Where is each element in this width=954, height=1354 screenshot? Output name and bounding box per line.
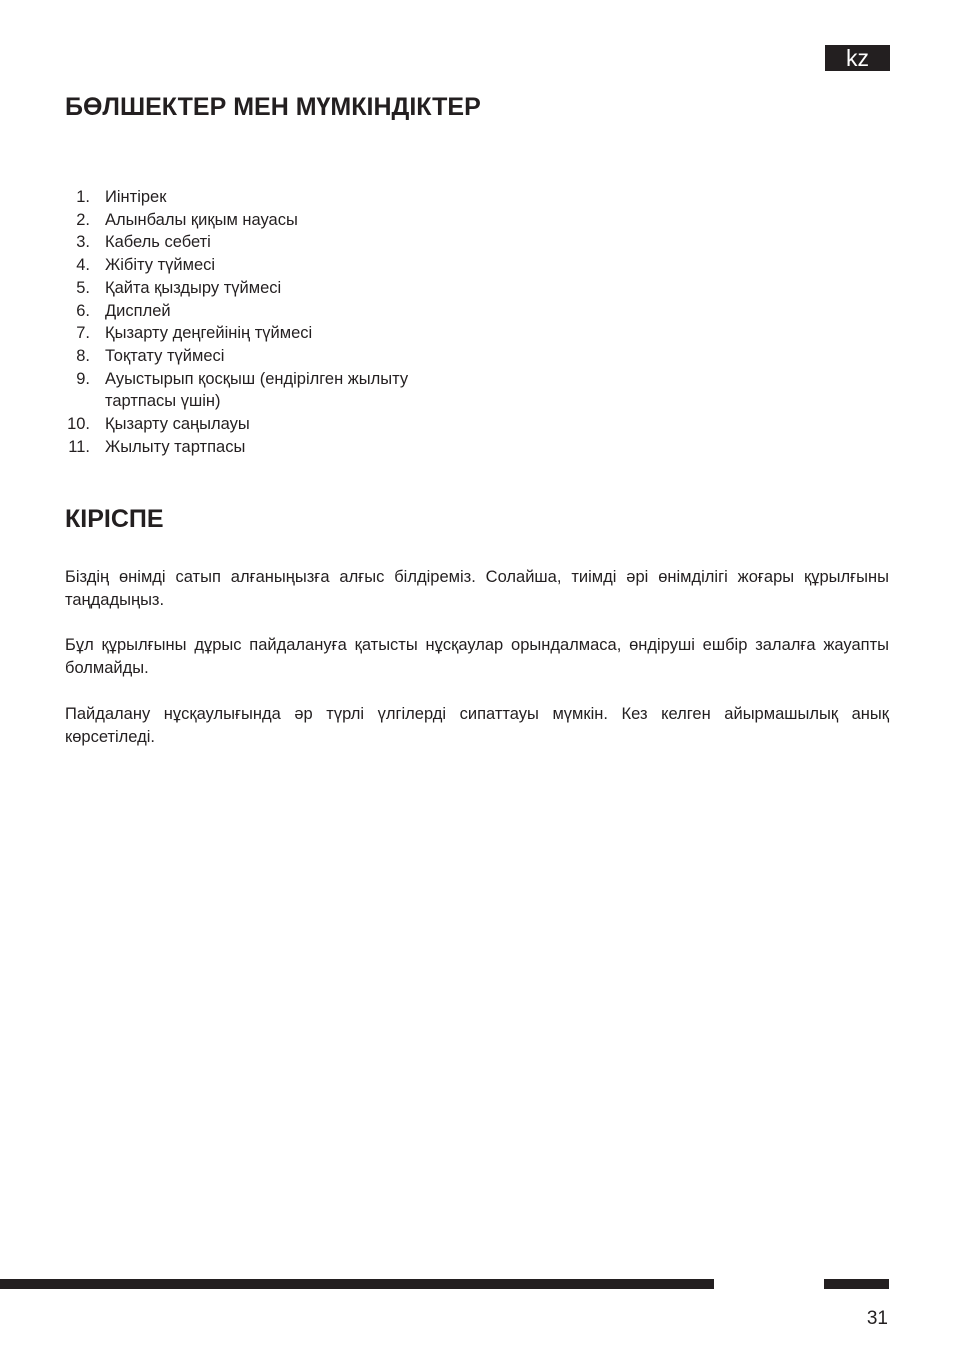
- list-item-text: Кабель себеті: [105, 233, 211, 252]
- list-item-number: 10.: [67, 415, 90, 434]
- list-item-number: 1.: [76, 188, 90, 206]
- list-item-number: 7.: [76, 324, 90, 343]
- list-item: [65, 322, 465, 345]
- parts-list: [65, 186, 465, 458]
- footer-rule-marker: [824, 1279, 889, 1289]
- list-item-text: Қызарту деңгейінің түймесі: [105, 324, 313, 343]
- list-item: [65, 436, 465, 459]
- intro-paragraph: Біздің өнімді сатып алғаныңызға алғыс білдіреміз. Солайша, тиімді әрі өнімділігі жоғары құрылғыны таңдадыңыз.: [65, 568, 889, 609]
- parts-section-title: БӨЛШЕКТЕР МЕН МҮМКІНДІКТЕР: [65, 93, 481, 121]
- list-item: [65, 345, 465, 368]
- list-item-text: Ауыстырып қосқыш (ендірілген жылыту тартпасы үшін): [105, 369, 409, 411]
- list-item: [65, 368, 465, 413]
- intro-paragraph: Пайдалану нұсқаулығында әр түрлі үлгілерді сипаттауы мүмкін. Кез келген айырмашылық анық көрсетіледі.: [65, 705, 889, 746]
- list-item-text: Жылыту тартпасы: [105, 437, 246, 456]
- list-item-number: 3.: [76, 233, 90, 252]
- list-item-number: 6.: [76, 301, 90, 320]
- page-number: 31: [866, 1308, 888, 1329]
- list-item: [65, 254, 465, 277]
- intro-section-title: КІРІСПЕ: [65, 505, 164, 533]
- list-item-text: Қайта қыздыру түймесі: [105, 278, 282, 297]
- list-item-number: 2.: [76, 210, 90, 229]
- list-item-number: 4.: [76, 256, 90, 275]
- footer-rule: [0, 1279, 714, 1289]
- list-item: [65, 300, 465, 323]
- list-item-text: Дисплей: [105, 301, 171, 320]
- list-item-text: Тоқтату түймесі: [105, 346, 225, 365]
- list-item: [65, 209, 465, 232]
- list-item-number: 11.: [68, 437, 90, 456]
- list-item-number: 5.: [76, 278, 90, 297]
- intro-paragraph: Бұл құрылғыны дұрыс пайдалануға қатысты нұсқаулар орындалмаса, өндіруші ешбір залалға жауапты болмайды.: [65, 636, 889, 677]
- list-item: [65, 186, 465, 209]
- list-item-number: 9.: [76, 369, 90, 388]
- list-item: [65, 413, 465, 436]
- list-item-number: 8.: [76, 346, 90, 365]
- language-badge: kz: [825, 45, 890, 71]
- list-item-text: Жібіту түймесі: [105, 256, 216, 275]
- list-item-text: Иінтірек: [105, 188, 167, 206]
- list-item: [65, 277, 465, 300]
- list-item: [65, 231, 465, 254]
- list-item-text: Қызарту саңылауы: [105, 415, 250, 434]
- list-item-text: Алынбалы қиқым науасы: [105, 210, 298, 229]
